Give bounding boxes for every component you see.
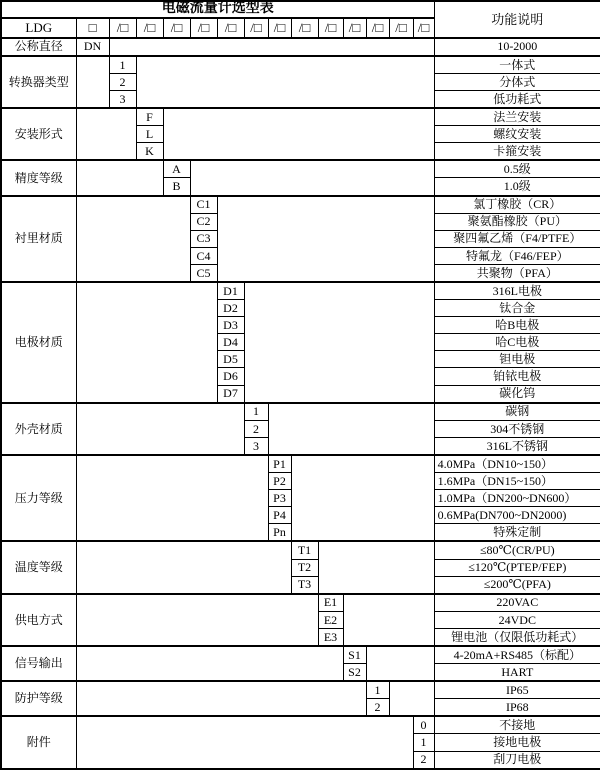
option-description: 接地电极: [434, 734, 600, 751]
option-row: [1, 594, 600, 612]
right-spacer: [366, 646, 434, 681]
left-spacer: [76, 681, 366, 716]
option-code: D2: [217, 300, 244, 317]
option-code: T3: [291, 576, 318, 594]
option-code: D1: [217, 282, 244, 300]
option-code: S1: [343, 646, 366, 664]
code-placeholder-cell: /□: [413, 18, 434, 38]
option-description: 1.0级: [434, 178, 600, 196]
option-code: E2: [318, 611, 343, 628]
model-first-box: □: [76, 18, 109, 38]
option-description: 1.0MPa（DN200~DN600）: [434, 490, 600, 507]
code-placeholder-cell: /□: [318, 18, 343, 38]
option-description: HART: [434, 664, 600, 682]
option-code: 2: [244, 420, 268, 437]
option-row: [1, 646, 600, 664]
table-title: 电磁流量计选型表: [1, 1, 434, 18]
option-description: ≤80℃(CR/PU): [434, 541, 600, 559]
option-description: 螺纹安装: [434, 126, 600, 143]
group-label: 衬里材质: [1, 196, 76, 282]
code-placeholder-cell: /□: [136, 18, 163, 38]
option-code: K: [136, 143, 163, 161]
option-code: B: [163, 178, 190, 196]
option-description: 法兰安装: [434, 108, 600, 126]
option-code: D5: [217, 351, 244, 368]
right-spacer: [190, 160, 434, 195]
option-code: S2: [343, 664, 366, 682]
option-description: 1.6MPa（DN15~150）: [434, 473, 600, 490]
left-spacer: [76, 56, 109, 108]
option-description: 特氟龙（F46/FEP）: [434, 247, 600, 264]
right-spacer: [268, 403, 434, 455]
option-row: [1, 160, 600, 178]
left-spacer: [76, 541, 291, 593]
option-code: A: [163, 160, 190, 178]
option-code: P4: [268, 507, 291, 524]
option-description: 钛合金: [434, 300, 600, 317]
function-column-header: 功能说明: [434, 1, 600, 38]
code-placeholder-cell: /□: [109, 18, 136, 38]
option-code: E3: [318, 628, 343, 646]
option-description: ≤200℃(PFA): [434, 576, 600, 594]
option-code: L: [136, 126, 163, 143]
option-description: 铂铱电极: [434, 368, 600, 385]
left-spacer: [76, 196, 190, 282]
code-placeholder-cell: /□: [190, 18, 217, 38]
left-spacer: [76, 455, 268, 541]
option-description: 不接地: [434, 716, 600, 734]
option-description: ≤120℃(PTEP/FEP): [434, 559, 600, 576]
group-label: 温度等级: [1, 541, 76, 593]
option-code: 0: [413, 716, 434, 734]
option-code: Pn: [268, 524, 291, 542]
left-spacer: [76, 716, 413, 768]
group-label: 转换器类型: [1, 56, 76, 108]
option-row: [1, 403, 600, 421]
option-code: C4: [190, 247, 217, 264]
option-description: 卡箍安装: [434, 143, 600, 161]
option-description: 4.0MPa（DN10~150）: [434, 455, 600, 473]
option-description: 聚四氟乙烯（F4/PTFE）: [434, 230, 600, 247]
code-placeholder-cell: /□: [217, 18, 244, 38]
option-code: C5: [190, 264, 217, 282]
group-label: 信号输出: [1, 646, 76, 681]
option-row: [1, 38, 600, 56]
group-label: 外壳材质: [1, 403, 76, 455]
code-placeholder-cell: /□: [268, 18, 291, 38]
option-code: E1: [318, 594, 343, 612]
group-label: 公称直径: [1, 38, 76, 56]
code-placeholder-cell: /□: [163, 18, 190, 38]
code-placeholder-cell: /□: [244, 18, 268, 38]
option-code: 1: [109, 56, 136, 74]
option-code: DN: [76, 38, 109, 56]
option-row: [1, 455, 600, 473]
model-code-prefix: LDG: [1, 18, 76, 38]
left-spacer: [76, 403, 244, 455]
option-code: P3: [268, 490, 291, 507]
right-spacer: [291, 455, 434, 541]
option-row: [1, 716, 600, 734]
option-description: 分体式: [434, 73, 600, 90]
left-spacer: [76, 160, 163, 195]
group-label: 附件: [1, 716, 76, 768]
option-row: [1, 541, 600, 559]
option-code: 3: [109, 90, 136, 108]
option-description: 特殊定制: [434, 524, 600, 542]
right-spacer: [163, 108, 434, 160]
group-label: 供电方式: [1, 594, 76, 646]
option-description: 一体式: [434, 56, 600, 74]
option-description: IP68: [434, 699, 600, 717]
option-row: [1, 108, 600, 126]
option-description: 10-2000: [434, 38, 600, 56]
option-description: 钽电极: [434, 351, 600, 368]
option-row: [1, 282, 600, 300]
left-spacer: [76, 108, 136, 160]
option-code: D7: [217, 385, 244, 403]
right-spacer: [389, 681, 434, 716]
code-placeholder-cell: /□: [389, 18, 413, 38]
option-row: [1, 196, 600, 214]
right-spacer: [109, 38, 434, 56]
option-row: [1, 56, 600, 74]
option-code: T2: [291, 559, 318, 576]
option-code: 3: [244, 437, 268, 455]
group-label: 防护等级: [1, 681, 76, 716]
left-spacer: [76, 594, 318, 646]
option-code: D6: [217, 368, 244, 385]
left-spacer: [76, 646, 343, 681]
option-description: 聚氨酯橡胶（PU）: [434, 213, 600, 230]
option-code: T1: [291, 541, 318, 559]
option-description: 哈B电极: [434, 317, 600, 334]
group-label: 电极材质: [1, 282, 76, 403]
option-description: 碳化钨: [434, 385, 600, 403]
option-code: 2: [366, 699, 389, 717]
right-spacer: [136, 56, 434, 108]
option-description: 锂电池（仅限低功耗式）: [434, 628, 600, 646]
option-description: 220VAC: [434, 594, 600, 612]
option-code: F: [136, 108, 163, 126]
option-description: 316L电极: [434, 282, 600, 300]
option-description: 24VDC: [434, 611, 600, 628]
option-code: C1: [190, 196, 217, 214]
right-spacer: [343, 594, 434, 646]
option-code: C3: [190, 230, 217, 247]
code-placeholder-cell: /□: [343, 18, 366, 38]
option-code: 2: [109, 73, 136, 90]
right-spacer: [318, 541, 434, 593]
right-spacer: [217, 196, 434, 282]
option-code: 2: [413, 751, 434, 769]
option-description: 氯丁橡胶（CR）: [434, 196, 600, 214]
code-placeholder-cell: /□: [291, 18, 318, 38]
left-spacer: [76, 282, 217, 403]
option-code: P2: [268, 473, 291, 490]
option-description: 刮刀电极: [434, 751, 600, 769]
right-spacer: [244, 282, 434, 403]
option-code: 1: [244, 403, 268, 421]
option-description: 0.5级: [434, 160, 600, 178]
option-code: D4: [217, 334, 244, 351]
group-label: 安装形式: [1, 108, 76, 160]
group-label: 压力等级: [1, 455, 76, 541]
option-description: IP65: [434, 681, 600, 699]
group-label: 精度等级: [1, 160, 76, 195]
option-description: 0.6MPa(DN700~DN2000): [434, 507, 600, 524]
option-description: 哈C电极: [434, 334, 600, 351]
option-code: D3: [217, 317, 244, 334]
option-description: 低功耗式: [434, 90, 600, 108]
option-description: 4-20mA+RS485（标配）: [434, 646, 600, 664]
option-description: 316L不锈钢: [434, 437, 600, 455]
title-row: [1, 1, 600, 18]
option-description: 共聚物（PFA）: [434, 264, 600, 282]
option-code: C2: [190, 213, 217, 230]
option-code: P1: [268, 455, 291, 473]
option-row: [1, 681, 600, 699]
option-code: 1: [366, 681, 389, 699]
code-placeholder-cell: /□: [366, 18, 389, 38]
option-code: 1: [413, 734, 434, 751]
option-description: 碳钢: [434, 403, 600, 421]
option-description: 304不锈钢: [434, 420, 600, 437]
